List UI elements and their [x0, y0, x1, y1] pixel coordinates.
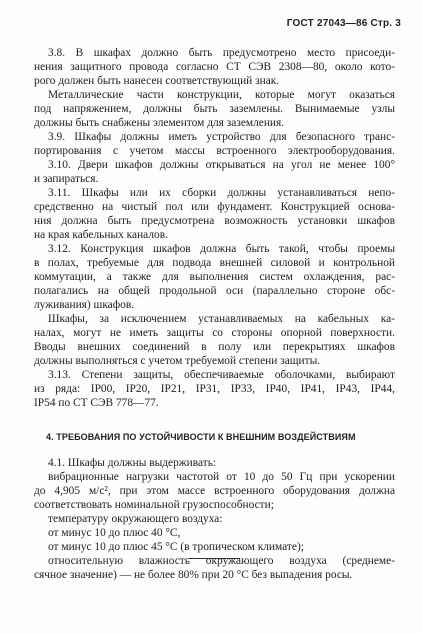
text-line: от минус 10 до плюс 45 °С (в тропическом климате);	[48, 541, 304, 553]
text-line: в полах, требуемые для подвода внешней силовой и контрольной	[34, 257, 395, 269]
text-line: вибрационные нагрузки частотой от 10 до 50 Гц при ускорении	[48, 471, 395, 483]
text-line: от минус 10 до плюс 40 °С,	[48, 527, 181, 539]
text-line: Вводы внешних соединений в полу или перекрытиях шкафов	[34, 341, 395, 353]
text-line: портирования с учетом массы встроенного электрооборудования.	[34, 145, 395, 157]
text-line: ния должна быть предусмотрена возможность установки шкафов	[34, 215, 395, 227]
text-line: до 4,905 м/с², при этом массе встроенного оборудования должна	[34, 485, 395, 497]
text-line: Шкафы, за исключением устанавливаемых на кабельных ка-	[48, 313, 395, 325]
text-line: температуру окружающего воздуха:	[48, 513, 223, 525]
text-line: из ряда: IP00, IP20, IP21, IP31, IP33, IP40, IP41, IP43, IP44,	[34, 383, 395, 395]
text-line: относительную влажность окружающего воздуха (среднеме-	[48, 555, 395, 567]
text-line: средственно на чистый пол или фундамент. Конструкцией основа-	[34, 201, 395, 213]
text-line: луживания) шкафов.	[34, 299, 135, 311]
text-line: коммутации, а также для выполнения систем охлаждения, рас-	[34, 271, 395, 283]
text-line: 3.8. В шкафах должно быть предусмотрено место присоеди-	[48, 47, 395, 59]
text-line: Металлические части конструкции, которые могут оказаться	[48, 89, 395, 101]
text-line: соответствовать номинальной грузоспособности;	[34, 499, 274, 511]
text-line: должны выполняться с учетом требуемой степени защиты.	[34, 355, 321, 367]
text-line: полагались на общей продольной оси (параллельно стороне обс-	[34, 285, 395, 297]
text-line: под напряжением, должны быть заземлены. Вынимаемые узлы	[34, 103, 395, 115]
section-heading: 4. ТРЕБОВАНИЯ ПО УСТОЙЧИВОСТИ К ВНЕШНИМ ВОЗДЕЙСТВИЯМ	[46, 432, 356, 442]
closing-rule	[188, 558, 240, 559]
text-line: рого должен быть нанесен соответствующий знак.	[34, 75, 280, 87]
text-line: на края кабельных каналов.	[34, 229, 168, 241]
text-line: 3.11. Шкафы или их сборки должны устанавливаться непо-	[48, 187, 395, 199]
text-line: 3.9. Шкафы должны иметь устройство для безопасного транс-	[48, 131, 395, 143]
text-line: 3.12. Конструкция шкафов должна быть такой, чтобы проемы	[48, 243, 395, 255]
text-line: налах, могут не иметь защиты со стороны опорной поверхности.	[34, 327, 395, 339]
text-line: 3.13. Степени защиты, обеспечиваемые оболочками, выбирают	[48, 369, 395, 381]
text-line: 4.1. Шкафы должны выдерживать:	[48, 457, 217, 469]
text-line: нения защитного провода согласно СТ СЭВ 2308—80, около кото-	[34, 61, 395, 73]
running-header: ГОСТ 27043—86 Стр. 3	[286, 18, 401, 29]
text-line: 3.10. Двери шкафов должны открываться на угол не менее 100°	[48, 159, 395, 171]
text-line: IP54 по СТ СЭВ 778—77.	[34, 397, 159, 409]
document-body	[34, 46, 395, 582]
text-line: должны быть снабжены элементом для заземления.	[34, 117, 285, 129]
text-line: сячное значение) — не более 80% при 20 °С без выпадения росы.	[34, 569, 353, 581]
text-line: и запираться.	[34, 173, 99, 185]
